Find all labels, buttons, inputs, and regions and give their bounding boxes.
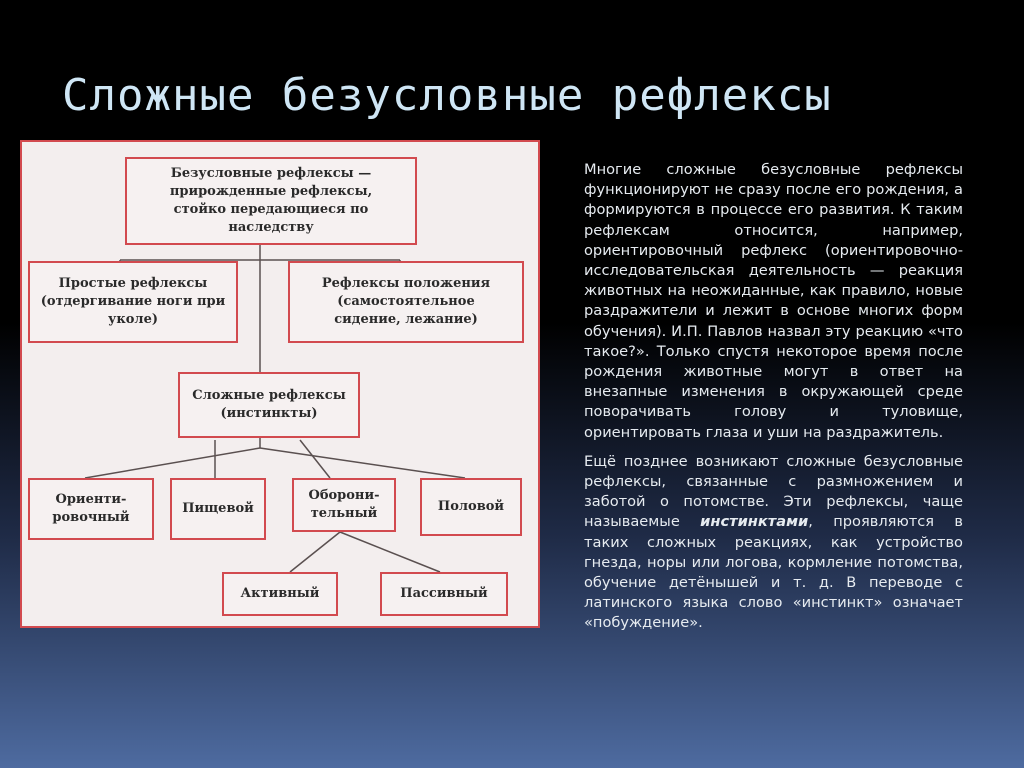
reflex-diagram xyxy=(20,140,540,628)
box-food: Пищевой xyxy=(170,478,266,540)
paragraph-instincts xyxy=(578,452,963,634)
slide-title: Сложные безусловные рефлексы xyxy=(62,70,832,121)
box-active: Активный xyxy=(222,572,338,616)
box-defensive: Оборони- тельный xyxy=(292,478,396,532)
box-passive: Пассивный xyxy=(380,572,508,616)
box-position-reflexes: Рефлексы положения (самостоятельное сидение, лежание) xyxy=(288,261,524,343)
box-orienting: Ориенти- ровочный xyxy=(28,478,154,540)
instincts-term: инстинктами xyxy=(700,513,809,531)
body-text xyxy=(578,160,963,643)
connector-active xyxy=(290,532,340,572)
paragraph-orienting-reflex: Многие сложные безусловные рефлексы функционируют не сразу после его рождения, а формируются в процессе его развития. К таким рефлексам относится, например, ориентировочный рефлекс (ориентировочно-исследовательская деятельность — реакция животных на неожиданные, как правило, новые раздражители и лежит в основе многих форм обучения). И.П. Павлов назвал эту реакцию «что такое?». Только спустя некоторое время после рождения животные могут в ответ на внезапные изменения в окружающей среде поворачивать голову и туловище, ориентировать глаза и уши на раздражитель. xyxy=(584,161,963,441)
paragraph-instincts-end: , проявляются в таких сложных реакциях, как устройство гнезда, норы или логова, кормление потомства, обучение детёнышей и т. д. В переводе с латинского языка слово «инстинкт» означает «побуждение». xyxy=(584,513,963,632)
connector-passive xyxy=(340,532,440,572)
connector-orient xyxy=(85,448,260,478)
connector-sexual xyxy=(260,448,465,478)
paragraph-instincts-start: Ещё позднее возникают сложные безусловные рефлексы, связанные с размножением и заботой о потомстве. Эти рефлексы, чаще называемые xyxy=(584,452,963,531)
box-complex-reflexes: Сложные рефлексы (инстинкты) xyxy=(178,372,360,438)
box-sexual: Половой xyxy=(420,478,522,536)
box-simple-reflexes: Простые рефлексы (отдергивание ноги при уколе) xyxy=(28,261,238,343)
connector-defense xyxy=(300,440,330,478)
box-unconditioned-reflexes: Безусловные рефлексы — прирожденные рефлексы, стойко передающиеся по наследству xyxy=(125,157,417,245)
